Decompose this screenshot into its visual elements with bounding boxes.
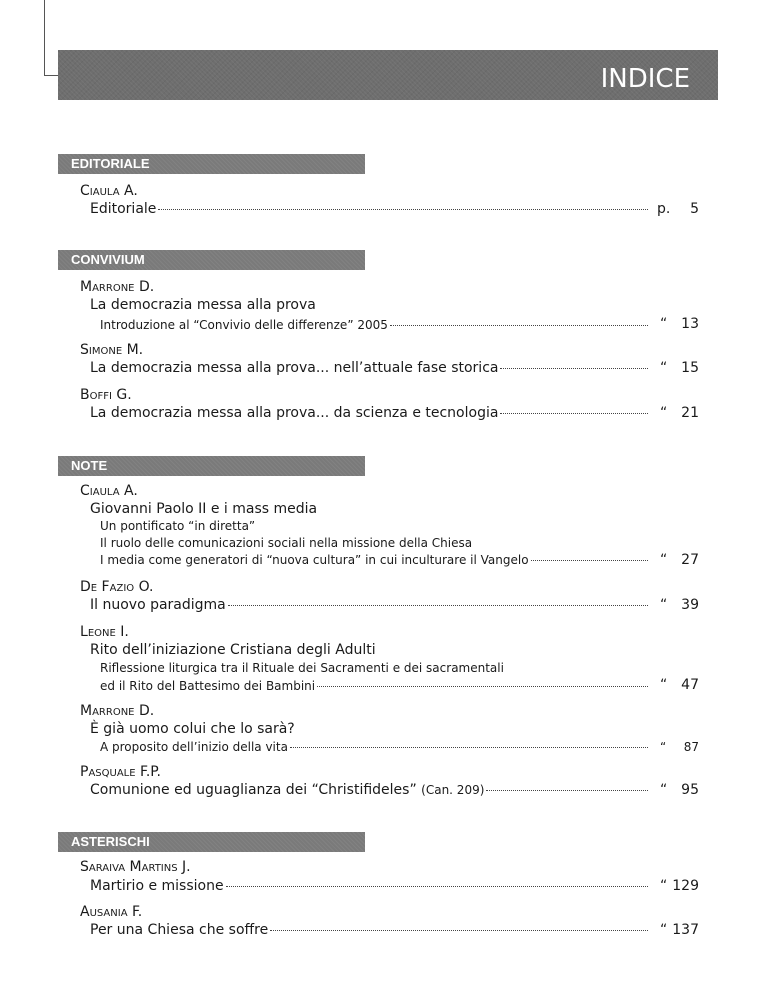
entry-author: MARRONE D. (80, 703, 155, 719)
entry-subtitle-link[interactable] (100, 738, 648, 756)
index-banner (58, 50, 718, 100)
page-title: INDICE (600, 64, 690, 94)
entry-title: La democrazia messa alla prova... nell’attuale fase storica (90, 360, 499, 376)
entry-author: MARRONE D. (80, 279, 155, 295)
entry-subtitle: Introduzione al “Convivio delle differenze” 2005 (100, 318, 388, 332)
entry-subtitle: ed il Rito del Battesimo dei Bambini (100, 679, 316, 693)
entry-author: SARAIVA MARTINS J. (80, 859, 191, 875)
section-label: NOTE (71, 458, 108, 473)
entry-title-link[interactable] (90, 877, 648, 895)
entry-subtitle-link[interactable] (100, 551, 648, 569)
entry-title: Editoriale (90, 201, 157, 217)
entry-subtitle-link[interactable] (100, 316, 648, 334)
dot-leader (531, 559, 648, 561)
section-header-asterischi (58, 832, 365, 852)
dot-leader (486, 789, 648, 791)
entry-title-link[interactable] (90, 596, 648, 614)
entry-title-link[interactable] (90, 921, 648, 939)
dot-leader (158, 208, 648, 210)
entry-title: La democrazia messa alla prova... da scienza e tecnologia (90, 405, 499, 421)
section-label: EDITORIALE (71, 156, 150, 171)
dot-leader (500, 367, 648, 369)
entry-author: CIAULA A. (80, 183, 138, 199)
entry-author: SIMONE M. (80, 342, 144, 358)
entry-title: Comunione ed uguaglianza dei “Christifideles” (90, 782, 417, 798)
dot-leader (226, 885, 648, 887)
entry-subtitle: I media come generatori di “nuova cultura” in cui inculturare il Vangelo (100, 553, 529, 567)
entry-subtitle: Riflessione liturgica tra il Rituale dei Sacramenti e dei sacramentali (100, 661, 504, 675)
section-header-editoriale (58, 154, 365, 174)
crop-mark-horizontal (44, 75, 58, 76)
dot-leader (270, 929, 648, 931)
dot-leader (500, 412, 648, 414)
entry-title-note: (Can. 209) (421, 783, 485, 797)
entry-author: BOFFI G. (80, 387, 132, 403)
entry-title[interactable]: Rito dell’iniziazione Cristiana degli Adulti (90, 642, 376, 658)
entry-author: PASQUALE F.P. (80, 764, 161, 780)
dot-leader (317, 685, 648, 687)
dot-leader (290, 746, 648, 748)
entry-author: DE FAZIO O. (80, 579, 154, 595)
entry-title: Il nuovo paradigma (90, 597, 226, 613)
section-label: ASTERISCHI (71, 834, 150, 849)
entry-title-link[interactable] (90, 200, 648, 218)
entry-title: Martirio e missione (90, 878, 224, 894)
entry-subtitle: A proposito dell’inizio della vita (100, 740, 288, 754)
entry-title[interactable]: Giovanni Paolo II e i mass media (90, 501, 318, 517)
entry-author: LEONE I. (80, 624, 129, 640)
entry-author: AUSANIA F. (80, 904, 143, 920)
section-header-note (58, 456, 365, 476)
entry-title-link[interactable] (90, 404, 648, 422)
entry-subtitle: Il ruolo delle comunicazioni sociali nella missione della Chiesa (100, 536, 473, 550)
entry-title[interactable]: È già uomo colui che lo sarà? (90, 721, 295, 737)
entry-title: Per una Chiesa che soffre (90, 922, 269, 938)
entry-author: CIAULA A. (80, 483, 138, 499)
section-label: CONVIVIUM (71, 252, 145, 267)
entry-title-link[interactable] (90, 781, 648, 799)
crop-mark-vertical (44, 0, 45, 76)
entry-subtitle-link[interactable] (100, 677, 648, 695)
dot-leader (390, 324, 648, 326)
dot-leader (228, 604, 648, 606)
entry-title-link[interactable] (90, 359, 648, 377)
entry-title[interactable]: La democrazia messa alla prova (90, 297, 316, 313)
section-header-convivium (58, 250, 365, 270)
entry-subtitle: Un pontificato “in diretta” (100, 519, 256, 533)
